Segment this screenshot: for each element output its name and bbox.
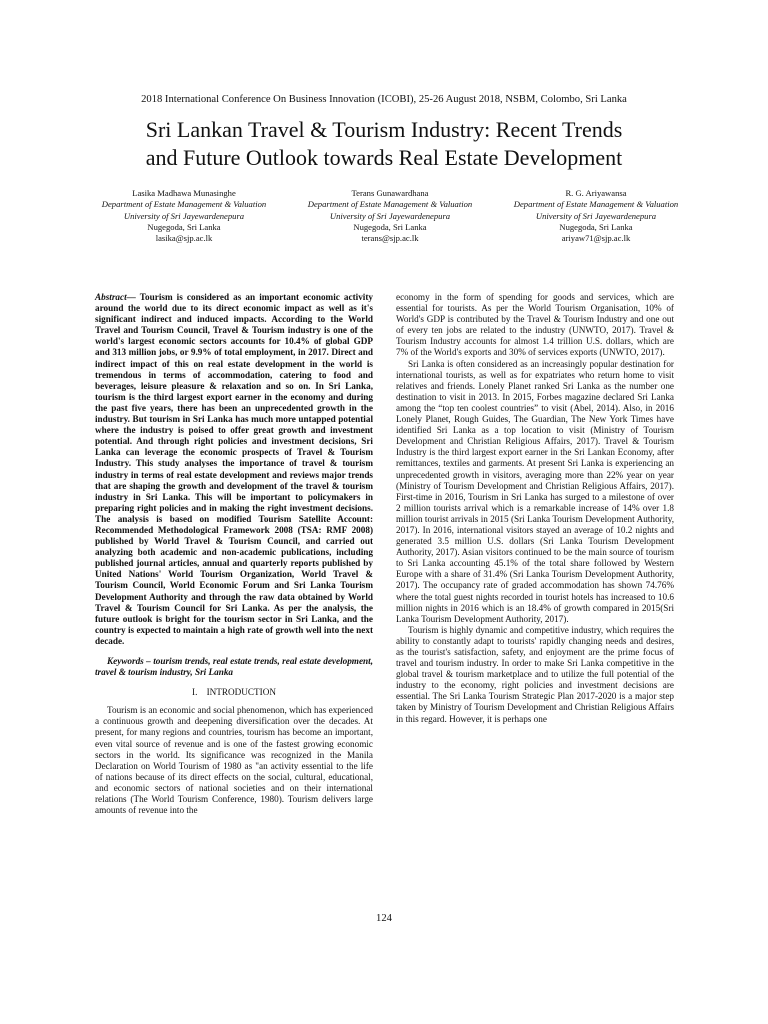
keywords [95,656,373,678]
author-department: Department of Estate Management & Valuation [513,199,679,210]
section-number: I. [192,687,198,698]
section-heading-introduction [95,687,373,698]
section-title-rest: NTRODUCTION [209,687,276,698]
keywords-label: Keywords – [107,656,154,666]
keywords-text: tourism trends, real estate trends, real estate development, travel & tourism industry, Sri Lanka [95,656,373,678]
left-column [95,292,373,816]
author-3 [508,188,684,244]
body-paragraph-2: Sri Lanka is often considered as an increasingly popular destination for international tourists, as well as for expatriates who return home to visit relatives and friends. Lonely Planet ranked Sri Lanka as the number one destination to visit in 2013. In 2015, Forbes magazine declared Sri Lanka among the “top ten coolest countries” to visit (Abel, 2014). Also, in 2016 Lonely Planet, Rough Guides, The Guardian, The New York Times have identified Sri Lanka as a top location to visit (Ministry of Tourism Development and Christian Religious Affairs, 2017). Travel & Tourism Industry is the third largest export earner in the Sri Lankan Economy, after remittances, textiles and garments. At present Sri Lanka is experiencing an unprecedented growth in visitors, averaging more than 22% year on year (Ministry of Tourism Development and Christian Religious Affairs, 2017). First-time in 2016, Tourism in Sri Lanka has surged to a milestone of over 2 million tourists arrival which is a remarkable increase of 14% over 1.8 million tourist arrivals in 2015 (Sri Lanka Tourism Development Authority, 2017). In 2016, international visitors stayed an average of 10.2 nights and generated 3.5 million U.S. dollars (Sri Lanka Tourism Development Authority, 2017). Asian visitors continued to be the main source of tourism to Sri Lanka accounting 45.1% of the total share followed by Western Europe with a share of 31.4% (Sri Lanka Tourism Development Authority, 2017). The occupancy rate of graded accommodation has shown 74.76% where the total guest nights recorded in tourist hotels has increased to 10.6 million nights in 2016 which is an 18.4% of growth compared in 2015(Sri Lanka Tourism Development Authority, 2017). [396,358,674,624]
section-initial: I [206,687,210,698]
author-university: University of Sri Jayewardenepura [535,210,657,221]
abstract [95,292,373,647]
body-paragraph-3: Tourism is highly dynamic and competitive industry, which requires the ability to constantly adapt to tourists' rapidly changing needs and desires, as the tourist's satisfaction, safety, and enjoyment are the prime focus of travel and tourism industry. In order to make Sri Lanka competitive in the global travel & tourism marketplace and to utilize the full potential of the industry to the economy, right policies and investment decisions are essential. The Sri Lanka Tourism Strategic Plan 2017-2020 is a major step taken by Ministry of Tourism Development and Christian Religious Affairs in this regard. However, it is perhaps one [396,624,674,724]
paper-title [40,116,728,172]
author-department: Department of Estate Management & Valuation [101,199,267,210]
author-university: University of Sri Jayewardenepura [123,210,245,221]
author-department: Department of Estate Management & Valuation [307,199,473,210]
page-number: 124 [376,913,392,924]
author-name: R. G. Ariyawansa [565,188,627,198]
intro-paragraph-1: Tourism is an economic and social phenomenon, which has experienced a continuous growth and deepening diversification over the decades. At present, for many regions and countries, tourism has become an important, even vital source of revenue and is one of the fastest growing economic sectors in the world. Its significance was recognized in the Manila Declaration on World Tourism of 1980 as "an activity essential to the life of nations because of its direct effects on the social, cultural, educational, and economic sectors of national societies and on their international relations (The World Tourism Conference, 1980). Tourism delivers large amounts of revenue into the [95,705,373,816]
body-paragraph-continued: economy in the form of spending for goods and services, which are essential for tourists. As per the World Tourism Organisation, 10% of World's GDP is contributed by the Travel & Tourism Industry and one out of every ten jobs are related to the industry (UNWTO, 2017). Travel & Tourism Industry accounts for almost 1.4 trillion U.S. dollars, which are 7% of the World's exports and 30% of services exports (UNWTO, 2017). [396,292,674,358]
author-block [96,188,684,244]
conference-header: 2018 International Conference On Business Innovation (ICOBI), 25-26 August 2018, NSBM, Colombo, Sri Lanka [141,94,627,105]
author-university: University of Sri Jayewardenepura [329,210,451,221]
title-line-2: and Future Outlook towards Real Estate Development [145,145,623,170]
abstract-label: Abstract— [95,292,136,302]
author-location: Nugegoda, Sri Lanka [353,221,427,232]
author-2 [302,188,478,244]
author-1 [96,188,272,244]
author-email[interactable]: lasika@sjp.ac.lk [155,233,213,244]
author-email[interactable]: ariyaw71@sjp.ac.lk [561,233,631,244]
author-name: Lasika Madhawa Munasinghe [132,188,236,198]
right-column [396,292,674,725]
author-location: Nugegoda, Sri Lanka [147,221,221,232]
author-email[interactable]: terans@sjp.ac.lk [361,233,419,244]
title-line-1: Sri Lankan Travel & Tourism Industry: Recent Trends [145,117,623,142]
abstract-text: Tourism is considered as an important economic activity around the world due to its direct economic impact as well as it's significant indirect and induced impacts. According to the World Travel and Tourism Council, Travel & Tourism industry is one of the world's largest economic sectors accounts for 10.4% of global GDP and 313 million jobs, or 9.9% of total employment, in 2017. Direct and indirect impact of this on real estate development in the world is tremendous in terms of accommodation, catering to food and beverages, leisure pleasure & relaxation and so on. In Sri Lanka, tourism is the third largest export earner in the economy and during the past five years, there has been an unprecedented growth in the industry. But tourism in Sri Lanka has much more untapped potential where the industry is poised to offer great growth and investment potential. And through right policies and investment decisions, Sri Lanka can leverage the economic prospects of Travel & Tourism Industry. This study analyses the importance of travel & tourism industry in terms of real estate development and reviews major trends that are shaping the growth and development of the travel & tourism industry in Sri Lanka. This will be important to policymakers in preparing right policies and in making the right investment decisions. The analysis is based on modified Tourism Satellite Account: Recommended Methodological Framework 2008 (TSA: RMF 2008) published by World Travel & Tourism Council, and carried out analyzing both academic and non-academic publications, including published journal articles, annual and quarterly reports published by United Nations' World Tourism Organization, World Travel & Tourism Council, World Economic Forum and Sri Lanka Tourism Development Authority and through the raw data obtained by World Travel & Tourism Council for Sri Lanka. As per the analysis, the future outlook is bright for the tourism sector in Sri Lanka, and the country is expected to maintain a high rate of growth well into the next decade. [95,292,373,646]
author-name: Terans Gunawardhana [351,188,429,198]
author-location: Nugegoda, Sri Lanka [559,221,633,232]
